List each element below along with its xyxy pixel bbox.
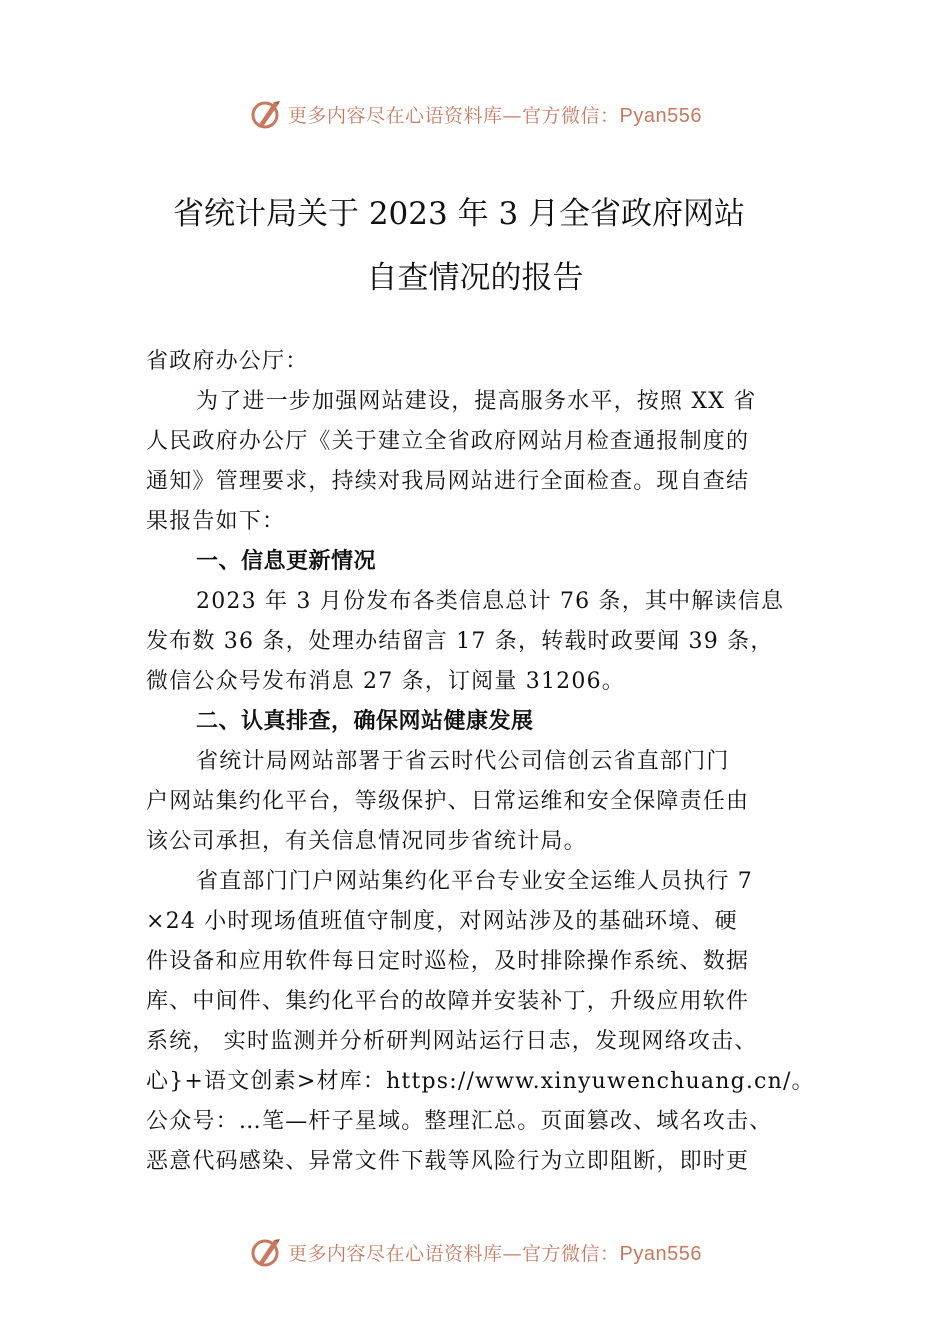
paragraph-line: 2023 年 3 月份发布各类信息总计 76 条，其中解读信息 [196, 589, 785, 614]
watermark-banner-top [0, 94, 950, 134]
paragraph-line: 系统， 实时监测并分析研判网站运行日志，发现网络攻击、 [146, 1029, 758, 1054]
document-title-line-1: 省统计局关于 2023 年 3 月全省政府网站 [172, 196, 746, 232]
paragraph-line: ×24 小时现场值班值守制度，对网站涉及的基础环境、硬 [146, 909, 738, 934]
paragraph-line: 微信公众号发布消息 27 条，订阅量 31206。 [146, 669, 625, 694]
watermark-text: 更多内容尽在心语资料库—官方微信：Pyan556 [288, 104, 702, 127]
paragraph-line: 库、中间件、集约化平台的故障并安装补丁，升级应用软件 [146, 989, 750, 1014]
pen-logo-icon [248, 96, 284, 132]
section-heading-1: 一、信息更新情况 [196, 549, 377, 574]
paragraph-line: 省直部门门户网站集约化平台专业安全运维人员执行 7 [196, 869, 753, 894]
paragraph-line: 恶意代码感染、异常文件下载等风险行为立即阻断，即时更 [146, 1149, 750, 1174]
document-body [146, 342, 826, 1182]
section-heading-2: 二、认真排查，确保网站健康发展 [196, 709, 534, 734]
paragraph-line: 为了进一步加强网站建设，提高服务水平，按照 XX 省 [196, 389, 757, 414]
paragraph-line: 果报告如下： [146, 509, 286, 534]
paragraph-line: 该公司承担，有关信息情况同步省统计局。 [146, 829, 587, 854]
paragraph-line: 发布数 36 条，处理办结留言 17 条，转载时政要闻 39 条， [146, 629, 774, 654]
paragraph-line: 通知》管理要求，持续对我局网站进行全面检查。现自查结 [146, 469, 750, 494]
paragraph-line: 公众号：…笔—杆子星域。整理汇总。页面篡改、域名攻击、 [146, 1109, 773, 1134]
watermark-text: 更多内容尽在心语资料库—官方微信：Pyan556 [288, 1242, 702, 1265]
paragraph-line: 件设备和应用软件每日定时巡检，及时排除操作系统、数据 [146, 949, 750, 974]
pen-logo-icon [248, 1234, 284, 1270]
paragraph-line: 心}+语文创素>材库：https://www.xinyuwenchuang.cn/。 [146, 1069, 815, 1094]
paragraph-line: 省统计局网站部署于省云时代公司信创云省直部门门 [196, 749, 730, 774]
document-title-line-2: 自查情况的报告 [366, 260, 584, 296]
watermark-banner-bottom [0, 1232, 950, 1272]
paragraph-line: 户网站集约化平台，等级保护、日常运维和安全保障责任由 [146, 789, 750, 814]
salutation: 省政府办公厅： [146, 349, 309, 374]
paragraph-line: 人民政府办公厅《关于建立全省政府网站月检查通报制度的 [146, 429, 750, 454]
